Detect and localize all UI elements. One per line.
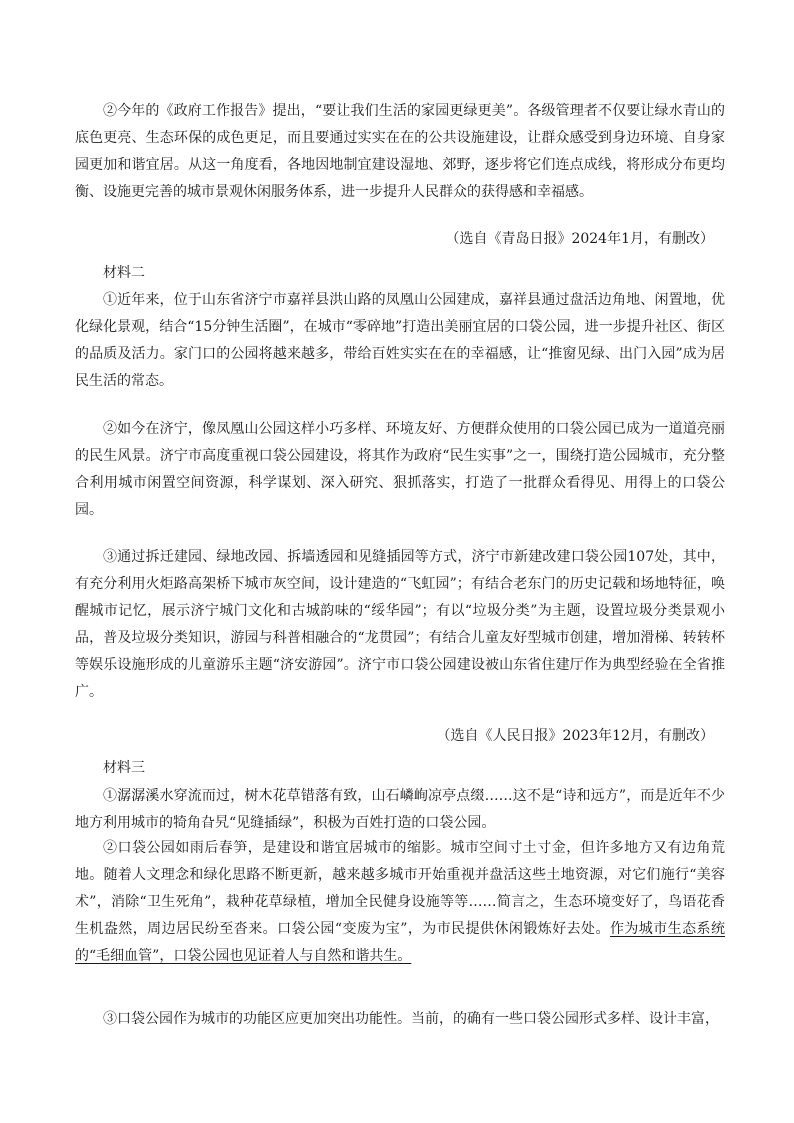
material2-source: （选自《人民日报》2023年12月，有删改）	[436, 728, 714, 744]
material1-paragraph-2: ②今年的《政府工作报告》提出，“要让我们生活的家园更绿更美”。各级管理者不仅要让绿水青山的底色更亮、生态环保的成色更足，而且要通过实实在在的公共设施建设，让群众感受到身边环境、自身家园更加和谐宜居。从这一角度看，各地因地制宜建设湿地、郊野，逐步将它们连点成线，将形成分布更均衡、设施更完善的城市景观休闲服务体系，进一步提升人民群众的获得感和幸福感。	[75, 103, 725, 200]
material2-paragraph-3: ③通过拆迁建园、绿地改园、拆墙透园和见缝插园等方式，济宁市新建改建口袋公园107处，其中，有充分利用火炬路高架桥下城市灰空间，设计建造的“飞虹园”；有结合老东门的历史记载和场地特征，唤醒城市记忆，展示济宁城门文化和古城韵味的“绥华园”；有以“垃圾分类”为主题，设置垃圾分类景观小品，普及垃圾分类知识，游园与科普相融合的“龙贯园”；有结合儿童友好型城市创建，增加滑梯、转转杯等娱乐设施形成的儿童游乐主题“济安游园”。济宁市口袋公园建设被山东省住建厅作为典型经验在全省推广。	[75, 549, 725, 700]
material3-heading: 材料三	[103, 760, 145, 776]
material3-paragraph-2-text: ②口袋公园如雨后春笋，是建设和谐宜居城市的缩影。城市空间寸土寸金，但许多地方又有边角荒地。随着人文理念和绿化思路不断更新，越来越多城市开始重视并盘活这些土地资源，对它们施行“美容术”，消除“卫生死角”，栽种花草绿植，增加全民健身设施等等……简言之，生态环境变好了，鸟语花香生机盎然，周边居民纷至沓来。口袋公园“变废为宝”，为市民提供休闲锻炼好去处。	[75, 840, 725, 937]
material3-paragraph-3: ③口袋公园作为城市的功能区应更加突出功能性。当前，的确有一些口袋公园形式多样、设计丰富，	[103, 1011, 719, 1027]
material2-heading: 材料二	[103, 265, 145, 281]
material2-paragraph-1: ①近年来，位于山东省济宁市嘉祥县洪山路的凤凰山公园建成，嘉祥县通过盘活边角地、闲置地，优化绿化景观，结合“15分钟生活圈”，在城市“零碎地”打造出美丽宜居的口袋公园，进一步提升社区、街区的品质及活力。家门口的公园将越来越多，带给百姓实实在在的幸福感，让“推窗见绿、出门入园”成为居民生活的常态。	[75, 292, 725, 389]
material2-paragraph-2: ②如今在济宁，像凤凰山公园这样小巧多样、环境友好、方便群众使用的口袋公园已成为一道道亮丽的民生风景。济宁市高度重视口袋公园建设，将其作为政府“民生实事”之一，围绕打造公园城市，充分整合利用城市闲置空间资源，科学谋划、深入研究、狠抓落实，打造了一批群众看得见、用得上的口袋公园。	[75, 421, 725, 518]
material3-paragraph-1: ①潺潺溪水穿流而过，树木花草错落有致，山石嶙峋凉亭点缀……这不是“诗和远方”，而是近年不少地方利用城市的犄角旮旯“见缝插绿”，积极为百姓打造的口袋公园。	[75, 788, 725, 831]
material1-source: （选自《青岛日报》2024年1月，有删改）	[445, 231, 714, 247]
material3-paragraph-2	[75, 835, 725, 970]
underlined-sentence: 作为城市生态系统的“毛细血管”，口袋公园也见证着人与自然和谐共生。	[75, 921, 725, 964]
